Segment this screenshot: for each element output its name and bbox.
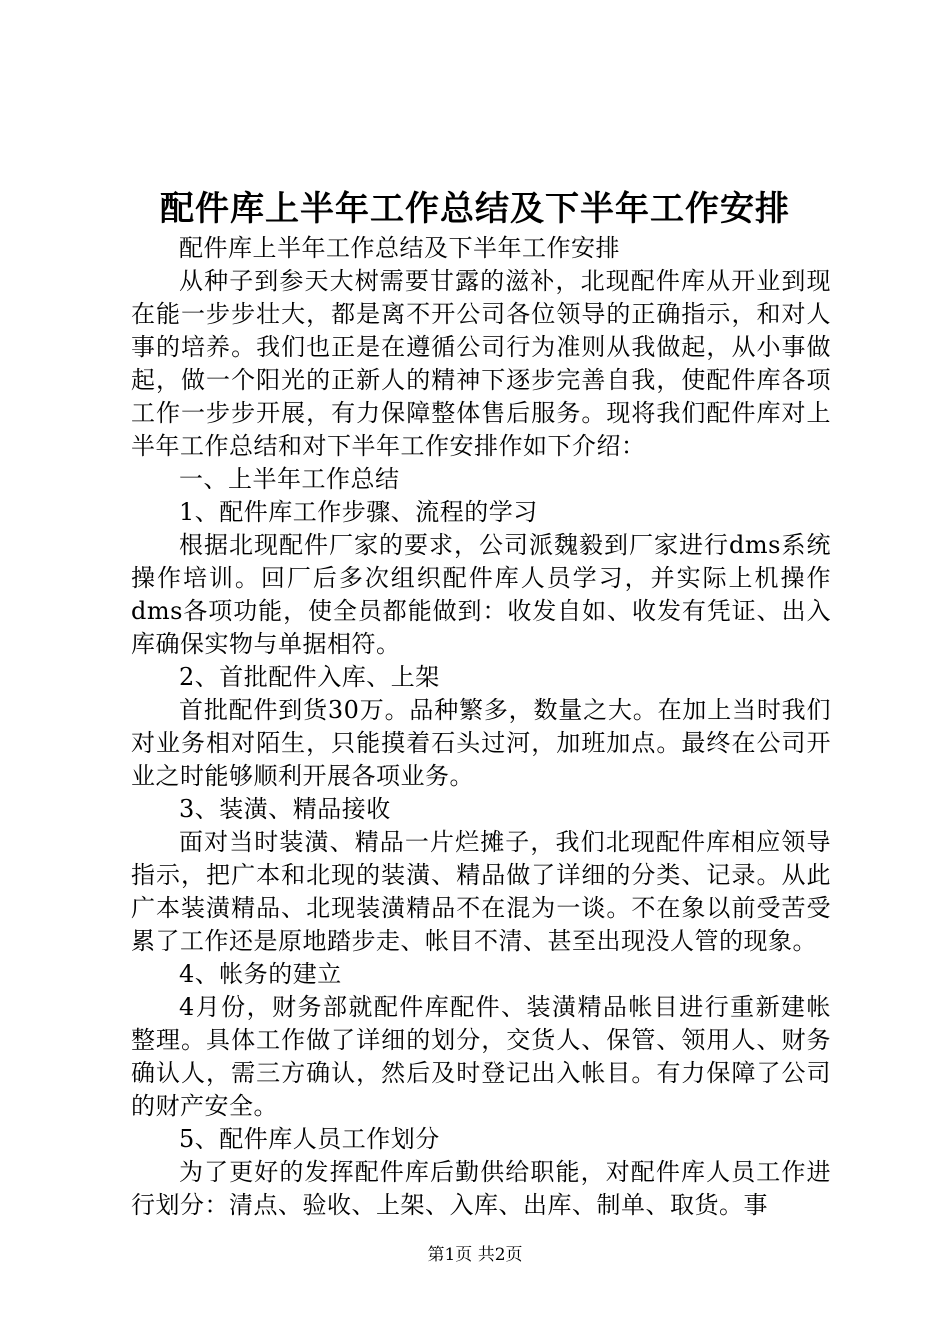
document-title: 配件库上半年工作总结及下半年工作安排 (160, 189, 790, 229)
item-heading-2: 2、首批配件入库、上架 (179, 663, 440, 691)
item-body-2: 首批配件到货30万。品种繁多，数量之大。在加上当时我们对业务相对陌生，只能摸着石头过河，加班加点。最终在公司开业之时能够顺利开展各项业务。 (131, 696, 831, 790)
item-body-4: 4月份，财务部就配件库配件、装潢精品帐目进行重新建帐整理。具体工作做了详细的划分，交货人、保管、领用人、财务确认人，需三方确认，然后及时登记出入帐目。有力保障了公司的财产安全。 (131, 993, 831, 1120)
item-body-3: 面对当时装潢、精品一片烂摊子，我们北现配件库相应领导指示，把广本和北现的装潢、精品做了详细的分类、记录。从此广本装潢精品、北现装潢精品不在混为一谈。不在象以前受苦受累了工作还是原地踏步走、帐目不清、甚至出现没人管的现象。 (131, 828, 831, 955)
item-heading-1: 1、配件库工作步骤、流程的学习 (179, 498, 538, 526)
item-heading-4: 4、帐务的建立 (179, 960, 342, 988)
paragraph-intro: 从种子到参天大树需要甘露的滋补，北现配件库从开业到现在能一步步壮大，都是离不开公司各位领导的正确指示，和对人事的培养。我们也正是在遵循公司行为准则从我做起，从小事做起，做一个阳光的正新人的精神下逐步完善自我，使配件库各项工作一步步开展，有力保障整体售后服务。现将我们配件库对上半年工作总结和对下半年工作安排作如下介绍： (131, 267, 831, 460)
item-heading-5: 5、配件库人员工作划分 (179, 1125, 440, 1153)
section-heading-first-half: 一、上半年工作总结 (179, 465, 400, 493)
item-body-5: 为了更好的发挥配件库后勤供给职能，对配件库人员工作进行划分：清点、验收、上架、入库、出库、制单、取货。事 (131, 1158, 831, 1219)
item-body-1: 根据北现配件厂家的要求，公司派魏毅到厂家进行dms系统操作培训。回厂后多次组织配件库人员学习，并实际上机操作dms各项功能，使全员都能做到：收发自如、收发有凭证、出入库确保实物与单据相符。 (131, 531, 831, 658)
paragraph-subtitle: 配件库上半年工作总结及下半年工作安排 (179, 234, 620, 262)
page-footer: 第1页 共2页 (427, 1245, 523, 1265)
item-heading-3: 3、装潢、精品接收 (179, 795, 391, 823)
document-body (131, 232, 831, 1222)
